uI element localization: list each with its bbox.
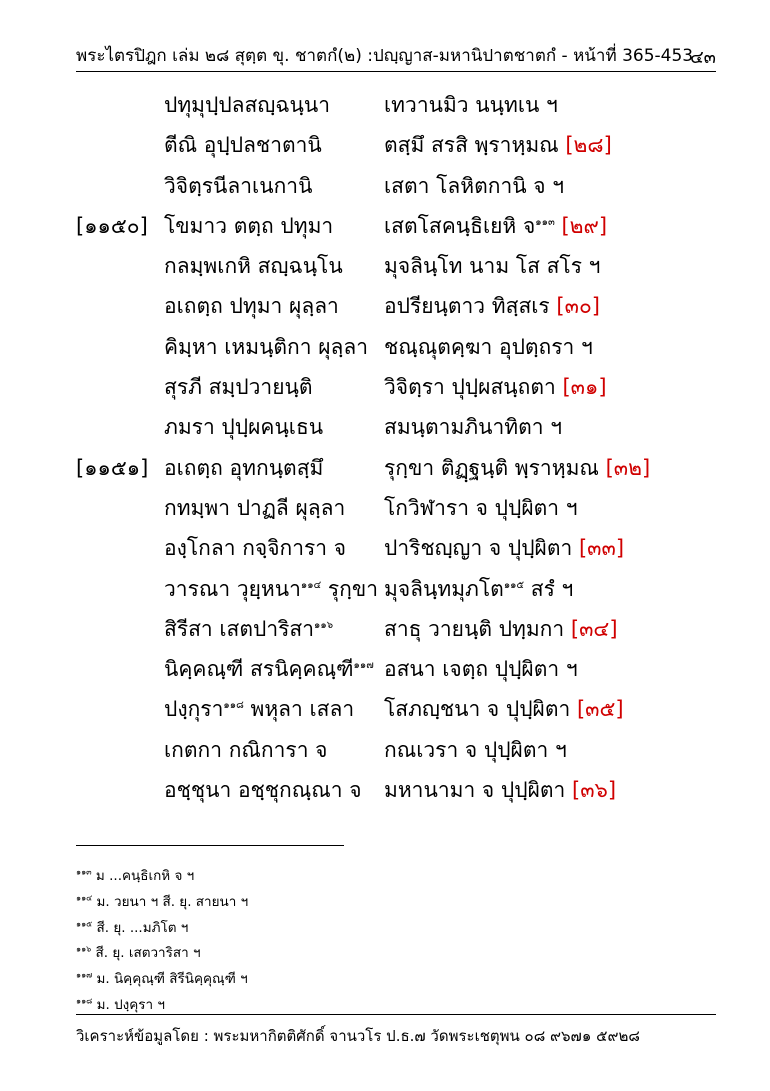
verse-row <box>0 246 770 286</box>
right-text: มุจลินฺทมุภโต <box>384 576 504 601</box>
left-text: คิมฺหา เหมนฺติกา ผุลฺลา <box>164 334 369 359</box>
right-text: ชณฺณุตคฺฆา อุปตฺถรา ฯ <box>384 334 593 359</box>
verse-row <box>0 569 770 609</box>
right-hemistich <box>384 693 624 726</box>
verse-row <box>0 125 770 165</box>
left-hemistich <box>164 129 322 162</box>
right-text: เทวานมิว นนฺทเน ฯ <box>384 93 558 117</box>
left-hemistich <box>164 532 346 565</box>
footnote-mark: ๑๑๔ <box>76 893 93 903</box>
right-text: ปาริชญฺญา จ ปุปฺผิตา <box>384 536 573 561</box>
paragraph-number: [๑๑๕๑] <box>76 455 149 480</box>
left-hemistich <box>164 210 333 243</box>
footnote-text: ม. วยนา ฯ สี. ยุ. สายนา ฯ <box>96 893 249 910</box>
footnote-text: สี. ยุ. เสตวาริสา ฯ <box>95 945 201 962</box>
footnote <box>76 864 676 890</box>
right-hemistich <box>384 331 593 364</box>
right-hemistich <box>384 573 573 606</box>
right-text: สมนฺตามภินาทิตา ฯ <box>384 415 563 440</box>
left-hemistich <box>164 290 339 323</box>
verse-number: [๓๖] <box>572 778 617 803</box>
verse-number: [๓๔] <box>570 616 618 641</box>
left-text: วิจิตฺรนีลาเนกานิ <box>164 173 313 198</box>
verse-row <box>0 166 770 206</box>
page-footer <box>76 1014 716 1054</box>
verse-row <box>0 206 770 246</box>
verse-row <box>0 367 770 407</box>
left-hemistich <box>164 693 354 726</box>
footer-credit: วิเคราะห์ข้อมูลโดย : พระมหากิตติศักดิ์ จานวโร ป.ธ.๗ วัดพระเชตุพน ๐๘ ๙๖๗๑ ๕๙๒๘ <box>76 1027 640 1045</box>
right-hemistich <box>384 452 650 485</box>
right-hemistich <box>384 250 600 283</box>
header-title: พระไตรปิฎก เล่ม ๒๘ สุตฺต ขุ. ชาตกํ(๒) :ปญฺญาส-มหานิปาตชาตกํ - หน้าที่ 365-453 <box>76 46 694 66</box>
right-hemistich <box>384 734 567 767</box>
left-hemistich <box>164 89 330 122</box>
verse-number: [๓๐] <box>556 294 600 319</box>
right-hemistich <box>384 89 558 122</box>
right-hemistich <box>384 210 607 243</box>
right-text: วิจิตฺรา ปุปฺผสนฺถตา <box>384 375 556 400</box>
footnote-mark: ๑๑๘ <box>76 996 93 1006</box>
left-text-continued: พหุลา เสลา <box>243 697 355 722</box>
footnote-divider <box>76 845 344 846</box>
verse-number: [๒๙] <box>561 213 608 238</box>
right-hemistich <box>384 492 578 525</box>
left-text: อเถตฺถ อุทกนฺตสฺมึ <box>164 455 324 480</box>
footnote-ref: ๑๑๗ <box>353 660 374 672</box>
left-hemistich <box>164 774 362 807</box>
footnote-ref: ๑๑๓ <box>535 216 555 228</box>
footnote-mark: ๑๑๖ <box>76 944 92 954</box>
footnote <box>76 967 676 993</box>
right-text: สาธุ วายนฺติ ปทฺมกา <box>384 616 565 641</box>
footnote-text: ม ...คนฺธิเกหิ จ ฯ <box>95 868 195 884</box>
footnote-text: สี. ยุ. ...มภิโต ฯ <box>96 919 189 936</box>
left-text: ปทุมุปฺปลสญฺฉนฺนา <box>164 93 331 117</box>
right-hemistich <box>384 613 618 646</box>
right-hemistich <box>384 170 564 203</box>
right-text: มหานามา จ ปุปฺผิตา <box>384 778 566 803</box>
left-hemistich <box>164 411 323 444</box>
right-text: มุจลินฺโท นาม โส สโร ฯ <box>384 254 601 279</box>
right-hemistich <box>384 371 607 404</box>
verse-row <box>0 85 770 125</box>
right-text: โสภญฺชนา จ ปุปฺผิตา <box>384 697 571 722</box>
verse-number: [๓๕] <box>576 697 624 722</box>
right-text: กณเวรา จ ปุปฺผิตา ฯ <box>384 737 567 762</box>
footnote-ref: ๑๑๔ <box>300 579 322 591</box>
left-hemistich <box>164 452 323 485</box>
left-text: สิรีสา เสตปาริสา <box>164 616 315 641</box>
left-text: นิคฺคณฺฑี สรนิคฺคณฺฑี <box>164 657 354 682</box>
right-text-continued: สรํ ฯ <box>524 576 574 601</box>
left-text: ตีณิ อุปฺปลชาตานิ <box>164 133 322 158</box>
left-text: สุรภี สมฺปวายนฺติ <box>164 375 313 400</box>
verse-row <box>0 286 770 326</box>
verse-row <box>0 528 770 568</box>
footnote-mark: ๑๑๓ <box>76 867 92 877</box>
verse-row <box>0 407 770 447</box>
footnote <box>76 890 676 916</box>
verse-row <box>0 448 770 488</box>
left-hemistich <box>164 371 313 404</box>
footnote <box>76 941 676 967</box>
left-text: อชฺชุนา อชฺชุกณฺณา จ <box>164 778 362 803</box>
left-text: เกตกา กณิการา จ <box>164 737 328 762</box>
left-text: กทมฺพา ปาฏลี ผุลฺลา <box>164 495 346 520</box>
footnote-list <box>76 864 676 1019</box>
left-text-continued: รุกฺขา <box>321 576 378 601</box>
right-hemistich <box>384 290 600 323</box>
left-text: องฺโกลา กจฺจิการา จ <box>164 536 347 561</box>
left-hemistich <box>164 573 378 606</box>
verse-row <box>0 609 770 649</box>
verse-row <box>0 488 770 528</box>
left-hemistich <box>164 250 343 283</box>
left-hemistich <box>164 734 327 767</box>
page-header <box>76 38 716 72</box>
right-text: อสนา เจตฺถ ปุปฺผิตา ฯ <box>384 657 578 682</box>
footnote-mark: ๑๑๕ <box>76 919 93 929</box>
right-text: รุกฺขา ติฏฺฐนฺติ พฺราหฺมณ <box>384 455 599 480</box>
left-text: ภมรา ปุปฺผคนฺเธน <box>164 415 324 440</box>
right-text: โกวิฬารา จ ปุปฺผิตา ฯ <box>384 495 578 520</box>
footnote <box>76 916 676 942</box>
verse-number: [๓๒] <box>605 455 651 480</box>
verse-number: [๓๑] <box>562 375 607 400</box>
left-hemistich <box>164 331 368 364</box>
verse-row <box>0 327 770 367</box>
verse-row <box>0 689 770 729</box>
right-hemistich <box>384 653 578 686</box>
header-rule <box>76 71 716 72</box>
right-hemistich <box>384 532 624 565</box>
left-text: วารณา วุยฺหนา <box>164 576 301 601</box>
footnote-ref: ๑๑๖ <box>314 619 334 631</box>
right-hemistich <box>384 129 612 162</box>
verse-row <box>0 770 770 810</box>
verse-list <box>0 85 770 810</box>
left-text: โขมาว ตตฺถ ปทุมา <box>164 213 334 238</box>
footer-rule <box>76 1014 716 1015</box>
verse-row <box>0 730 770 770</box>
right-text: ตสฺมึ สรสิ พฺราหฺมณ <box>384 133 559 158</box>
page-number: ๔๓ <box>690 47 716 68</box>
footnote-ref: ๑๑๘ <box>223 700 244 712</box>
verse-number: [๓๓] <box>578 536 625 561</box>
right-hemistich <box>384 774 616 807</box>
left-hemistich <box>164 492 345 525</box>
footnote-ref: ๑๑๕ <box>503 579 525 591</box>
left-hemistich <box>164 653 374 686</box>
right-text: เสตโสคนฺธิเยหิ จ <box>384 213 536 238</box>
right-text: เสตา โลหิตกานิ จ ฯ <box>384 173 565 198</box>
verse-row <box>0 649 770 689</box>
footnote-text: ม. นิคฺคุณฺฑี สิรีนิคฺคุณฺฑี ฯ <box>96 971 248 988</box>
right-text: อปรียนฺตาว ทิสฺสเร <box>384 294 550 319</box>
left-hemistich <box>164 170 312 203</box>
footnote-mark: ๑๑๗ <box>76 970 93 980</box>
paragraph-number: [๑๑๕๐] <box>76 213 148 238</box>
right-hemistich <box>384 411 562 444</box>
left-text: กลมฺพเกหิ สญฺฉนฺโน <box>164 254 343 279</box>
verse-number: [๒๘] <box>565 133 612 158</box>
left-hemistich <box>164 613 333 646</box>
footnote-text: ม. ปงฺคุรา ฯ <box>96 996 166 1013</box>
left-text: ปงฺกุรา <box>164 697 224 722</box>
left-text: อเถตฺถ ปทุมา ผุลฺลา <box>164 294 339 319</box>
